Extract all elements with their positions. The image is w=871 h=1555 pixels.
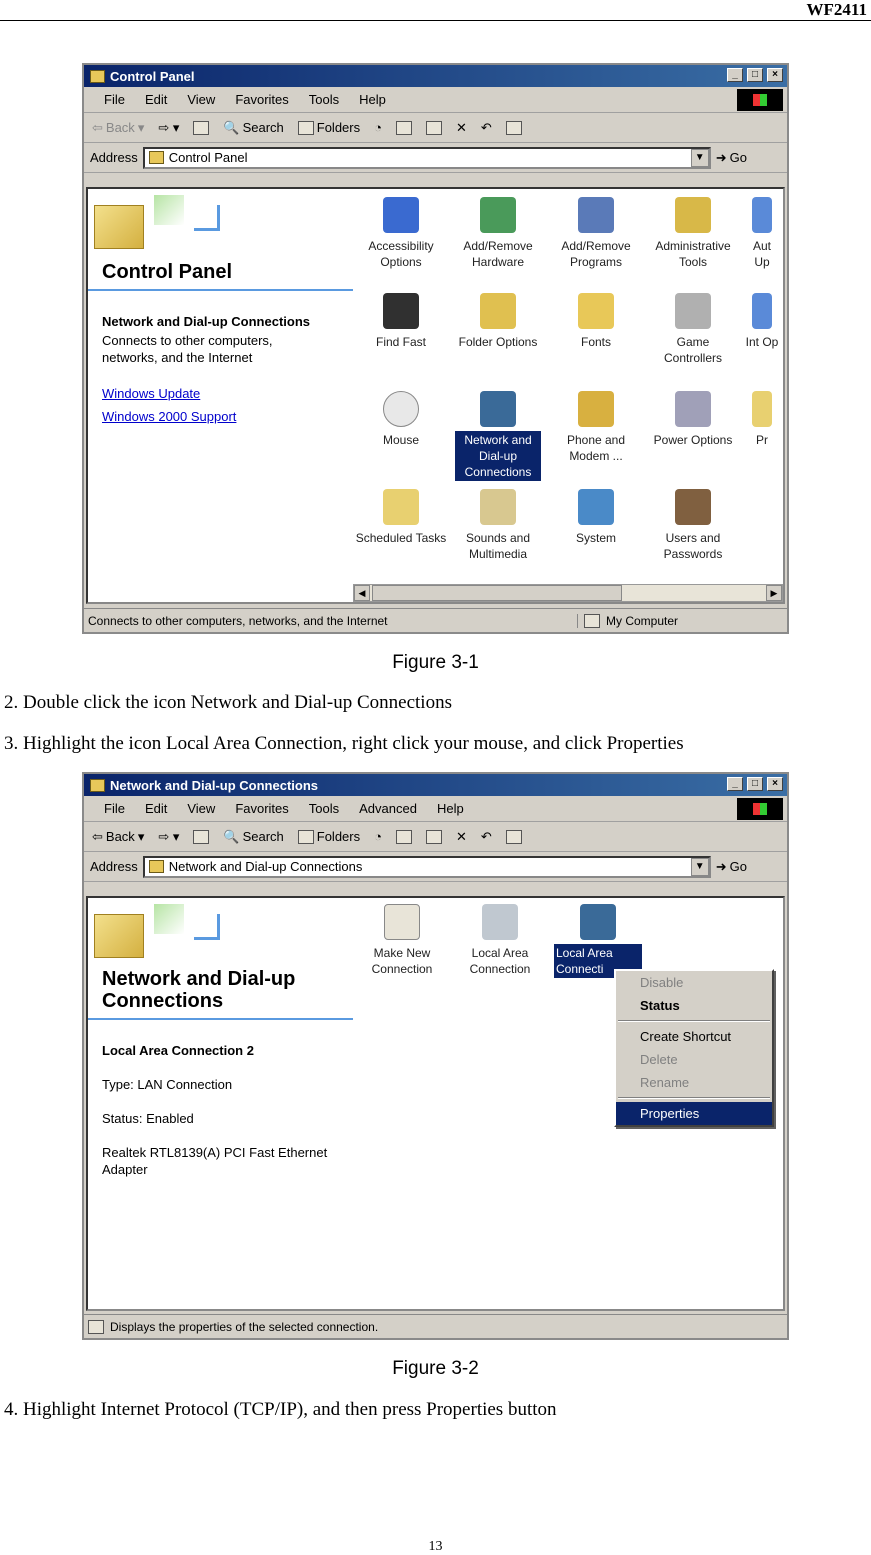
icon-add-remove-hardware[interactable]: Add/Remove Hardware: [450, 197, 546, 271]
figure-caption-2: Figure 3-2: [392, 1358, 479, 1379]
menu-tools[interactable]: Tools: [308, 801, 340, 816]
undo-icon[interactable]: ↶: [480, 119, 492, 135]
selection-title: Network and Dial-up Connections: [102, 314, 311, 329]
content-area: [86, 187, 785, 604]
delete-icon[interactable]: ✕: [455, 828, 467, 844]
minimize-button[interactable]: _: [727, 68, 743, 82]
icon-fonts[interactable]: Fonts: [548, 293, 644, 351]
windows-logo-icon: [737, 798, 783, 820]
status-bar: [84, 1314, 787, 1338]
phone-icon: [578, 391, 614, 427]
panel-divider: [88, 1018, 353, 1020]
minimize-button[interactable]: _: [727, 777, 743, 791]
control-panel-window: [82, 63, 789, 634]
icon-accessibility-options[interactable]: Accessibility Options: [353, 197, 449, 271]
delete-icon[interactable]: ✕: [455, 119, 467, 135]
joystick-icon: [675, 293, 711, 329]
maximize-button[interactable]: □: [747, 68, 763, 82]
views-icon[interactable]: [506, 121, 522, 135]
status-bar: [84, 608, 787, 632]
menu-tools[interactable]: Tools: [308, 92, 340, 107]
forward-button[interactable]: ⇨ ▾: [158, 828, 180, 844]
address-label: Address: [90, 859, 138, 874]
scheduled-tasks-icon: [383, 489, 419, 525]
network-connections-window: [82, 772, 789, 1340]
network-banner-icon: [94, 904, 244, 964]
address-bar: [84, 143, 787, 173]
network-folder-small-icon: [149, 860, 164, 873]
folder-icon: [90, 70, 105, 83]
computer-icon: [578, 489, 614, 525]
control-panel-small-icon: [149, 151, 164, 164]
icon-make-new-connection[interactable]: Make New Connection: [354, 904, 450, 978]
folders-button[interactable]: Folders: [298, 829, 360, 844]
menu-advanced[interactable]: Advanced: [359, 801, 417, 816]
binoculars-icon: [383, 293, 419, 329]
connection-adapter: Realtek RTL8139(A) PCI Fast Ethernet Adapter: [102, 1145, 328, 1177]
windows-2000-support-link[interactable]: Windows 2000 Support: [102, 409, 237, 424]
icon-internet-options[interactable]: Int Op: [742, 293, 782, 351]
menu-edit[interactable]: Edit: [144, 92, 168, 107]
history-icon[interactable]: ◔: [374, 829, 382, 844]
search-button[interactable]: 🔍 Search: [223, 119, 284, 135]
menu-favorites[interactable]: Favorites: [235, 92, 289, 107]
network-status-icon: [88, 1320, 104, 1334]
chevron-down-icon[interactable]: ▼: [691, 149, 709, 167]
icon-automatic-updates[interactable]: Aut Up: [742, 197, 782, 271]
step-2-text: 2. Double click the icon Network and Dial-up Connections: [4, 692, 452, 713]
undo-icon[interactable]: ↶: [480, 828, 492, 844]
icon-scheduled-tasks[interactable]: Scheduled Tasks: [353, 489, 449, 547]
icon-sounds-and-multimedia[interactable]: Sounds and Multimedia: [450, 489, 546, 563]
icon-users-and-passwords[interactable]: Users and Passwords: [645, 489, 741, 563]
icon-local-area-connection[interactable]: Local Area Connection: [452, 904, 548, 978]
power-icon: [675, 391, 711, 427]
menu-separator: [618, 1020, 770, 1022]
up-folder-icon[interactable]: [193, 121, 209, 135]
go-button[interactable]: ➜ Go: [715, 149, 747, 165]
printer-folder-icon: [752, 391, 772, 427]
icon-administrative-tools[interactable]: Administrative Tools: [645, 197, 741, 271]
menu-separator: [618, 1097, 770, 1099]
menu-view[interactable]: View: [187, 801, 216, 816]
menu-item-status[interactable]: Status: [640, 998, 680, 1013]
internet-icon: [752, 293, 772, 329]
move-to-icon[interactable]: [396, 830, 412, 844]
accessibility-icon: [383, 197, 419, 233]
menu-edit[interactable]: Edit: [144, 801, 168, 816]
menu-view[interactable]: View: [187, 92, 216, 107]
context-menu: [614, 969, 774, 1127]
panel-title: Network and Dial-up Connections: [102, 968, 296, 1012]
views-icon[interactable]: [506, 830, 522, 844]
menu-item-create-shortcut[interactable]: Create Shortcut: [640, 1029, 732, 1044]
selected-connection-name: Local Area Connection 2: [102, 1043, 254, 1058]
up-folder-icon[interactable]: [193, 830, 209, 844]
document-code: WF2411: [806, 0, 867, 19]
address-label: Address: [90, 150, 138, 165]
icon-game-controllers[interactable]: Game Controllers: [645, 293, 741, 367]
address-value: Control Panel: [168, 150, 248, 165]
menu-file[interactable]: File: [104, 92, 125, 107]
menu-item-properties[interactable]: Properties: [616, 1102, 772, 1125]
users-icon: [675, 489, 711, 525]
programs-icon: [578, 197, 614, 233]
icon-find-fast[interactable]: Find Fast: [353, 293, 449, 351]
folder-options-icon: [480, 293, 516, 329]
network-folder-icon: [480, 391, 516, 427]
page-number: 13: [428, 1539, 443, 1554]
header-rule: [0, 20, 871, 21]
menu-bar: [84, 87, 787, 113]
maximize-button[interactable]: □: [747, 777, 763, 791]
step-3-text: 3. Highlight the icon Local Area Connection, right click your mouse, and click Properties: [4, 733, 684, 754]
menu-file[interactable]: File: [104, 801, 125, 816]
icon-printers[interactable]: Pr: [742, 391, 782, 449]
back-button[interactable]: ⇦ Back ▾: [92, 119, 145, 135]
back-button[interactable]: ⇦ Back ▾: [92, 828, 145, 844]
panel-divider: [88, 289, 353, 291]
history-icon[interactable]: ◔: [374, 120, 382, 135]
updates-icon: [752, 197, 772, 233]
address-input[interactable]: [143, 856, 711, 878]
status-text: Connects to other computers, networks, and the Internet: [88, 614, 578, 628]
windows-logo-icon: [737, 89, 783, 111]
search-icon: 🔍: [223, 828, 240, 844]
icon-mouse[interactable]: Mouse: [353, 391, 449, 449]
toolbar: [84, 113, 787, 143]
menu-help[interactable]: Help: [359, 92, 386, 107]
address-bar: [84, 852, 787, 882]
icon-local-area-connection-2[interactable]: Local Area Connecti: [550, 904, 646, 978]
speaker-icon: [480, 489, 516, 525]
control-panel-banner-icon: [94, 195, 244, 255]
close-button[interactable]: ×: [767, 777, 783, 791]
hardware-icon: [480, 197, 516, 233]
icon-folder-options[interactable]: Folder Options: [450, 293, 546, 351]
menu-item-delete[interactable]: Delete: [640, 1052, 678, 1067]
copy-to-icon[interactable]: [426, 830, 442, 844]
connection-status: Status: Enabled: [102, 1111, 194, 1126]
figure-caption-1: Figure 3-1: [392, 652, 479, 673]
menu-item-disable[interactable]: Disable: [640, 975, 684, 990]
menu-favorites[interactable]: Favorites: [235, 801, 289, 816]
horizontal-scrollbar[interactable]: [353, 584, 783, 602]
icon-add-remove-programs[interactable]: Add/Remove Programs: [548, 197, 644, 271]
icon-network-and-dialup[interactable]: Network and Dial-up Connections: [450, 391, 546, 481]
mouse-icon: [383, 391, 419, 427]
title-bar[interactable]: [84, 774, 787, 796]
address-input[interactable]: [143, 147, 711, 169]
search-icon: 🔍: [223, 119, 240, 135]
toolbar: [84, 822, 787, 852]
folders-button[interactable]: Folders: [298, 120, 360, 135]
forward-button[interactable]: ⇨ ▾: [158, 119, 180, 135]
window-title: Control Panel: [110, 68, 195, 84]
network-connection-icon: [482, 904, 518, 940]
scroll-right-icon[interactable]: ▶: [766, 585, 782, 601]
link-list: [102, 385, 236, 425]
make-new-connection-icon: [384, 904, 420, 940]
admin-tools-icon: [675, 197, 711, 233]
connection-type: Type: LAN Connection: [102, 1077, 233, 1092]
step-4-text: 4. Highlight Internet Protocol (TCP/IP), and then press Properties button: [4, 1399, 557, 1420]
my-computer-icon: [584, 614, 600, 628]
windows-update-link[interactable]: Windows Update: [102, 386, 201, 401]
icon-power-options[interactable]: Power Options: [645, 391, 741, 449]
move-to-icon[interactable]: [396, 121, 412, 135]
window-title: Network and Dial-up Connections: [110, 777, 319, 793]
address-value: Network and Dial-up Connections: [168, 859, 363, 874]
network-connection-icon: [580, 904, 616, 940]
go-button[interactable]: ➜ Go: [715, 858, 747, 874]
panel-title: Control Panel: [102, 261, 233, 283]
status-zone: My Computer: [606, 613, 679, 628]
copy-to-icon[interactable]: [426, 121, 442, 135]
menu-bar: [84, 796, 787, 822]
icon-phone-and-modem[interactable]: Phone and Modem ...: [548, 391, 644, 465]
menu-item-rename[interactable]: Rename: [640, 1075, 690, 1090]
scroll-thumb[interactable]: [372, 585, 622, 601]
title-bar[interactable]: [84, 65, 787, 87]
folders-icon: [298, 121, 314, 135]
status-text: Displays the properties of the selected connection.: [110, 1319, 379, 1334]
go-arrow-icon: ➜: [715, 858, 727, 874]
menu-help[interactable]: Help: [436, 801, 464, 816]
folders-icon: [298, 830, 314, 844]
chevron-down-icon[interactable]: ▼: [691, 858, 709, 876]
icon-system[interactable]: System: [548, 489, 644, 547]
scroll-left-icon[interactable]: ◀: [354, 585, 370, 601]
info-pane: [88, 898, 353, 1309]
network-folder-small-icon: [90, 779, 105, 792]
selection-description: Connects to other computers, networks, and the Internet: [102, 333, 273, 365]
go-arrow-icon: ➜: [715, 149, 727, 165]
close-button[interactable]: ×: [767, 68, 783, 82]
fonts-icon: [578, 293, 614, 329]
info-pane: [88, 189, 353, 602]
search-button[interactable]: 🔍 Search: [223, 828, 284, 844]
